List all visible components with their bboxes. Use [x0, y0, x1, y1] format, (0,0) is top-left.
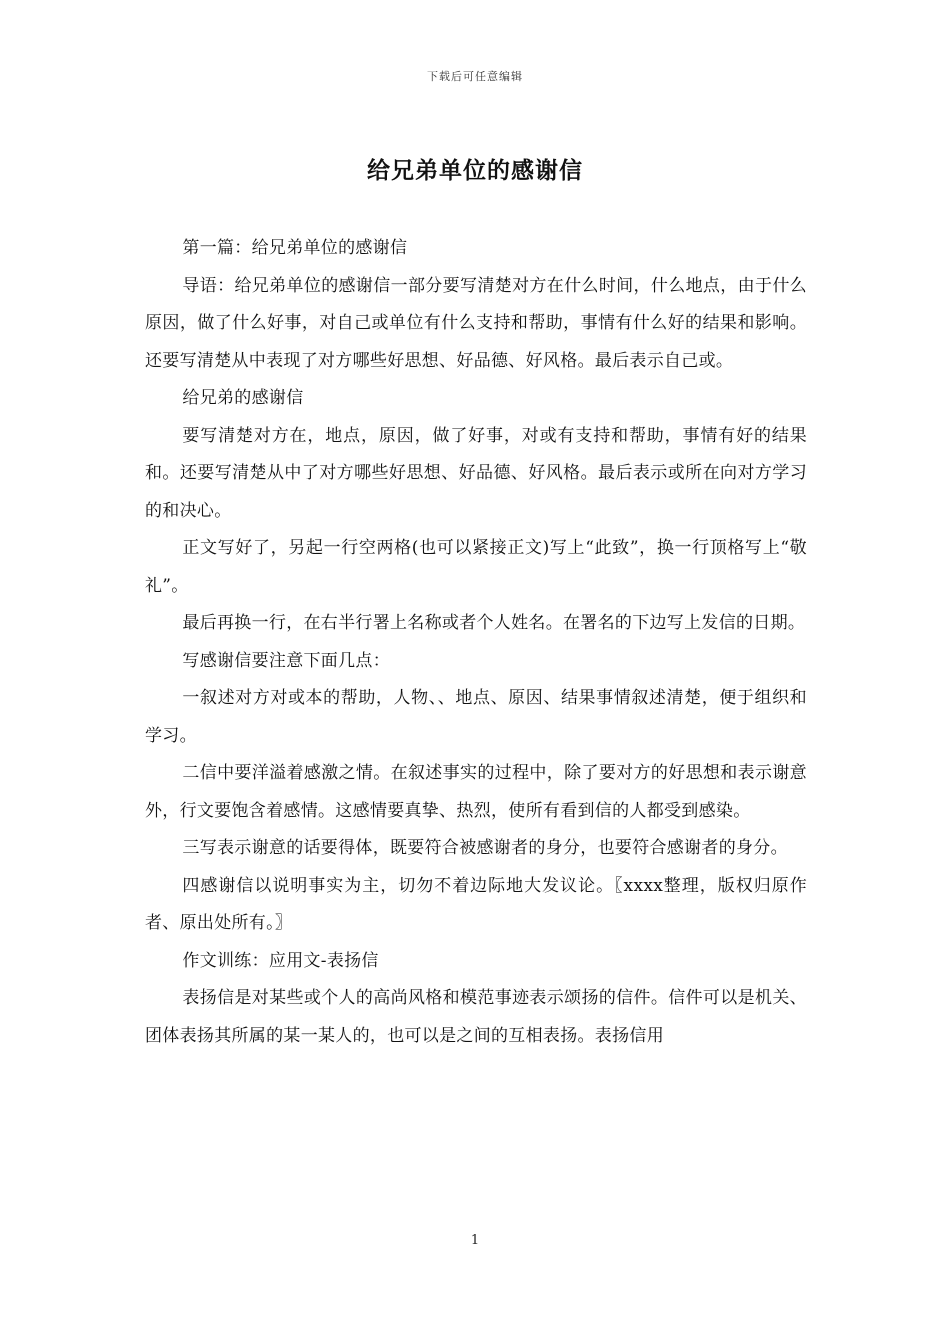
header-note: 下载后可任意编辑 — [427, 70, 523, 83]
paragraph-section-heading: 第一篇：给兄弟单位的感谢信 — [182, 238, 408, 258]
page-number: 1 — [470, 1233, 480, 1248]
paragraph-note-1: 一叙述对方对或本的帮助，人物、、地点、原因、结果事情叙述清楚，便于组织和学习。 — [145, 688, 807, 746]
paragraph-training-heading: 作文训练：应用文-表扬信 — [182, 950, 379, 971]
paragraph-note-4: 四感谢信以说明事实为主，切勿不着边际地大发议论。〖xxxx整理，版权归原作者、原出处所有。〗 — [145, 875, 807, 933]
paragraph-body: 最后再换一行，在右半行署上名称或者个人姓名。在署名的下边写上发信的日期。 — [182, 613, 806, 633]
paragraph-body: 正文写好了，另起一行空两格(也可以紧接正文)写上“此致”，换一行顶格写上“敬礼”。 — [145, 538, 807, 596]
document-body — [145, 230, 807, 1055]
paragraph-notes-heading: 写感谢信要注意下面几点： — [182, 650, 390, 671]
paragraph-subheading: 给兄弟的感谢信 — [182, 388, 304, 408]
paragraph-note-3: 三写表示谢意的话要得体，既要符合被感谢者的身分，也要符合感谢者的身分。 — [182, 838, 788, 858]
document-title: 给兄弟单位的感谢信 — [367, 157, 583, 184]
paragraph-body: 表扬信是对某些或个人的高尚风格和模范事迹表示颂扬的信件。信件可以是机关、团体表扬其所属的某一某人的，也可以是之间的互相表扬。表扬信用 — [145, 988, 807, 1046]
paragraph-body: 要写清楚对方在，地点，原因，做了好事，对或有支持和帮助，事情有好的结果和。还要写清楚从中了对方哪些好思想、好品德、好风格。最后表示或所在向对方学习的和决心。 — [145, 425, 807, 521]
paragraph-note-2: 二信中要洋溢着感激之情。在叙述事实的过程中，除了要对方的好思想和表示谢意外，行文要饱含着感情。这感情要真挚、热烈，使所有看到信的人都受到感染。 — [145, 763, 807, 821]
paragraph-intro: 导语：给兄弟单位的感谢信一部分要写清楚对方在什么时间，什么地点，由于什么原因，做了什么好事，对自己或单位有什么支持和帮助，事情有什么好的结果和影响。还要写清楚从中表现了对方哪些好思想、好品德、好风格。最后表示自己或。 — [145, 275, 807, 371]
